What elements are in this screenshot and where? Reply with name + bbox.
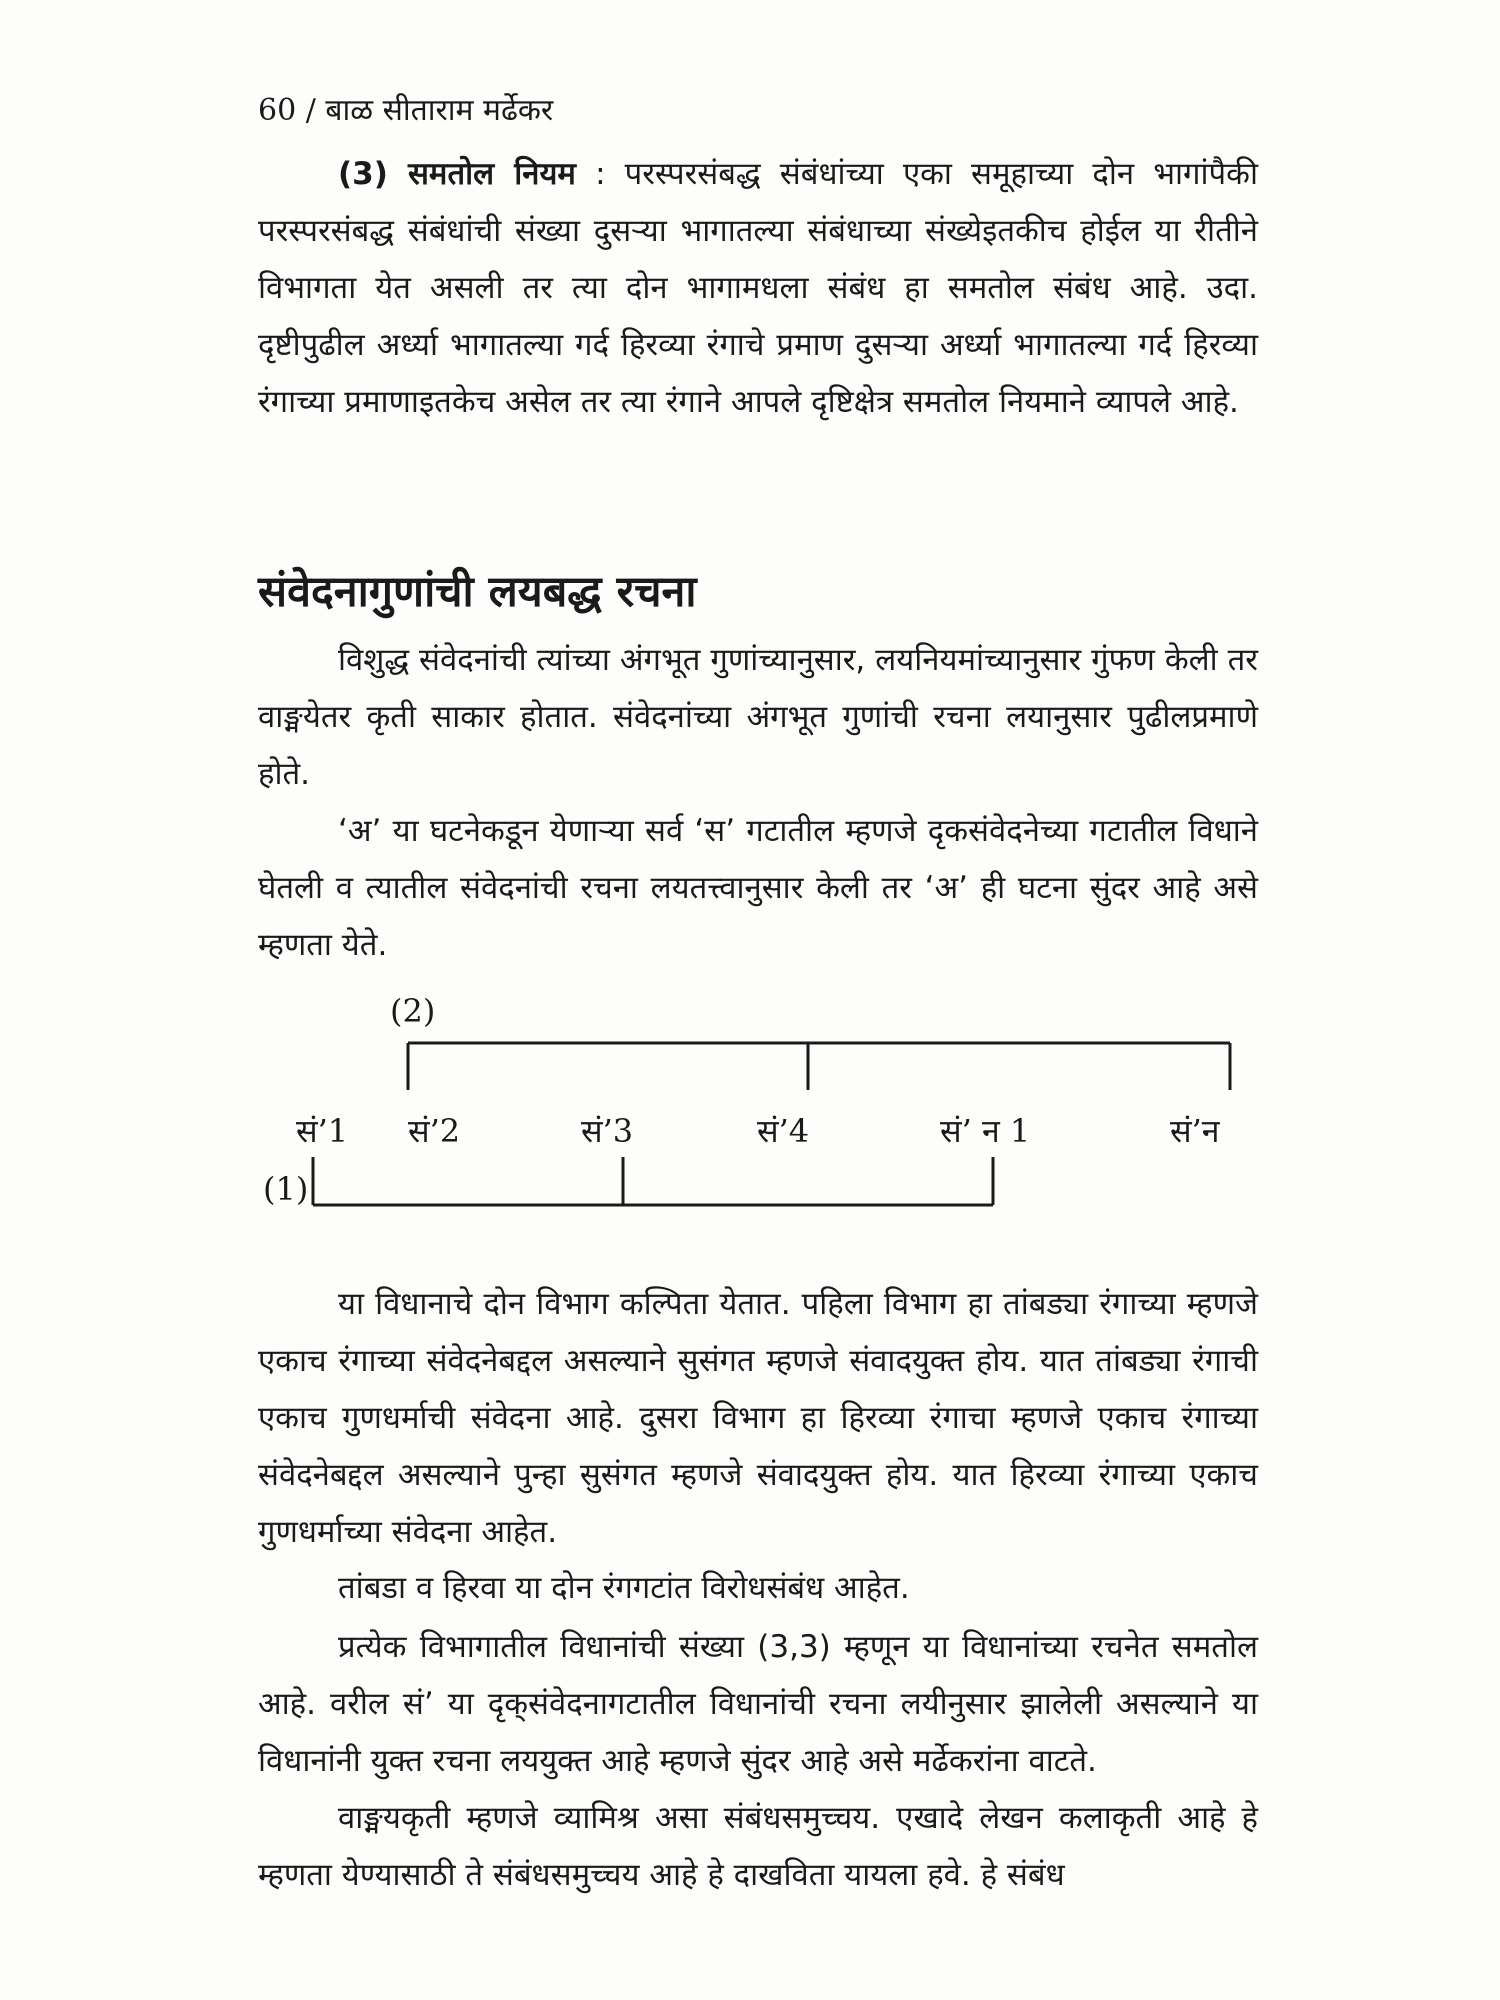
paragraph-opposition: तांबडा व हिरवा या दोन रंगगटांत विरोधसंबंध आहेत.: [338, 1570, 910, 1606]
section-heading: संवेदनागुणांची लयबद्ध रचना: [258, 567, 697, 617]
diagram-item-6: सं’न: [1170, 1112, 1220, 1150]
balance-rule-label: (3) समतोल नियम: [338, 156, 576, 192]
diagram-item-1: सं’1: [296, 1112, 349, 1150]
running-header: 60 / बाळ सीताराम मर्ढेकर: [258, 93, 554, 128]
diagram-item-5: सं’ न 1: [940, 1112, 1031, 1150]
paragraph-event-a: ‘अ’ या घटनेकडून येणाऱ्या सर्व ‘स’ गटातील म्हणजे दृकसंवेदनेच्या गटातील विधाने घेतली व त्यातील संवेदनांची रचना लयतत्त्वानुसार केली तर ‘अ’ ही घटना सुंदर आहे असे म्हणता येते.: [258, 813, 1258, 963]
paragraph-balance: प्रत्येक विभागातील विधानांची संख्या (3,3) म्हणून या विधानांच्या रचनेत समतोल आहे. वरील सं’ या दृक्‌संवेदनागटातील विधानांची रचना लयीनुसार झालेली असल्याने या विधानांनी युक्त रचना लययुक्त आहे म्हणजे सुंदर आहे असे मर्ढेकरांना वाटते.: [258, 1629, 1258, 1779]
diagram-item-4: सं’4: [757, 1112, 810, 1150]
group-bottom-label: (1): [263, 1170, 309, 1208]
diagram-item-3: सं’3: [581, 1112, 634, 1150]
balance-rule-text: : परस्परसंबद्ध संबंधांच्या एका समूहाच्या दोन भागांपैकी परस्परसंबद्ध संबंधांची संख्या दुसऱ्या भागातल्या संबंधाच्या संख्येइतकीच होईल या रीतीने विभागता येत असली तर त्या दोन भागामधला संबंध हा समतोल संबंध आहे. उदा. दृष्टीपुढील अर्ध्या भागातल्या गर्द हिरव्या रंगाचे प्रमाण दुसऱ्या अर्ध्या भागातल्या गर्द हिरव्या रंगाच्या प्रमाणाइतकेच असेल तर त्या रंगाने आपले दृष्टिक्षेत्र समतोल नियमाने व्यापले आहे.: [258, 156, 1258, 420]
paragraph-balance-rule: [258, 146, 1258, 431]
diagram-item-2: सं’2: [408, 1112, 461, 1150]
paragraph-rhythmic-structure: विशुद्ध संवेदनांची त्यांच्या अंगभूत गुणांच्यानुसार, लयनियमांच्यानुसार गुंफण केली तर वाङ्मयेतर कृती साकार होतात. संवेदनांच्या अंगभूत गुणांची रचना लयानुसार पुढीलप्रमाणे होते.: [258, 642, 1258, 792]
paragraph-literary-work: वाङ्मयकृती म्हणजे व्यामिश्र असा संबंधसमुच्चय. एखादे लेखन कलाकृती आहे हे म्हणता येण्यासाठी ते संबंधसमुच्चय आहे हे दाखविता यायला हवे. हे संबंध: [258, 1800, 1258, 1893]
group-top-label: (2): [390, 992, 436, 1030]
paragraph-two-divisions: या विधानाचे दोन विभाग कल्पिता येतात. पहिला विभाग हा तांबड्या रंगाच्या म्हणजे एकाच रंगाच्या संवेदनेबद्दल असल्याने सुसंगत म्हणजे संवादयुक्त होय. यात तांबड्या रंगाची एकाच गुणधर्माची संवेदना आहे. दुसरा विभाग हा हिरव्या रंगाचा म्हणजे एकाच रंगाच्या संवेदनेबद्दल असल्याने पुन्हा सुसंगत म्हणजे संवादयुक्त होय. यात हिरव्या रंगाच्या एकाच गुणधर्माच्या संवेदना आहेत.: [258, 1286, 1258, 1550]
